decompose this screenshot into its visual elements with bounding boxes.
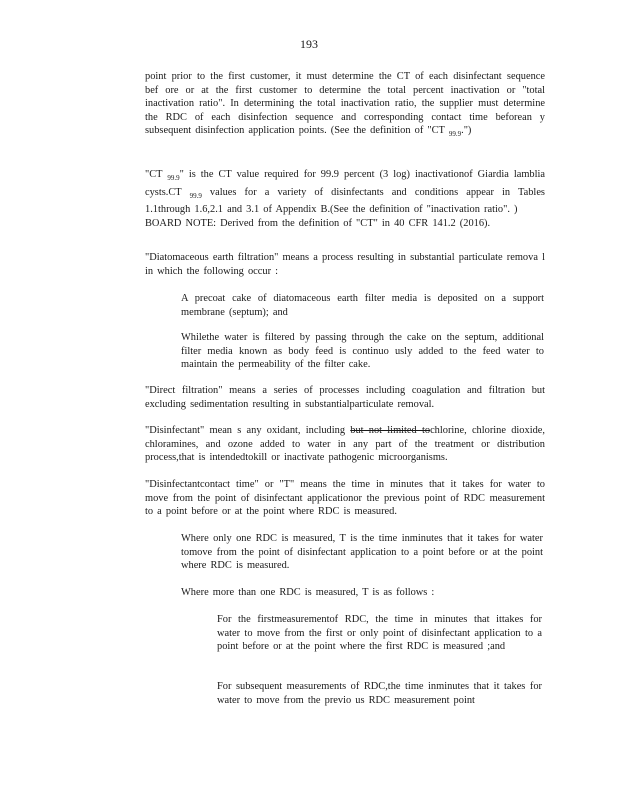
ct999-text-1: " is the CT value required for 99.9 percent (3 log) inactivationof Giardia lamblia cysts.CT [145,169,545,198]
paragraph-contact-time: "Disinfectantcontact time" or "T" means the time in minutes that it takes for water to move from the point of disinfectant applicationor the previous point of RDC measurement to a point before or at the point where RDC is measured. [145,479,545,518]
ct-continuation-text: point prior to the first customer, it must determine the CT of each disinfectant sequence bef ore or at the first customer to determine the total percent inactivation or "total inactivation ratio". In determining the total inactivation ratio, the supplier must determine the RDC of each disinfection sequence and corresponding contact time beforean y subsequent disinfection application points. (See the definition of "CT [145,71,545,137]
ct-subscript: 99.9 [448,130,462,139]
disinfectant-text-before: "Disinfectant" mean s any oxidant, including [145,425,346,436]
ct-continuation-tail: .") [461,125,472,137]
page-number: 193 [300,37,318,51]
struck-text: but not limited to [350,425,431,436]
paragraph-direct-filtration: "Direct filtration" means a series of processes including coagulation and filtration but excluding sedimentation resulting in substantialparticulate removal. [145,385,545,410]
contact-time-item-2: Where more than one RDC is measured, T is as follows : [181,587,435,598]
ct999-subscript-1: 99.9 [167,174,180,183]
paragraph-ct-continuation [145,70,545,142]
contact-time-item-1: Where only one RDC is measured, T is the time inminutes that it takes for water tomove from the point of disinfectant application to a point before or at the point where RDC is measured. [181,533,543,572]
ct999-subscript-2: 99.9 [189,191,202,200]
paragraph-diatomaceous: "Diatomaceous earth filtration" means a process resulting in substantial particulate remova l in which the following occur : [145,252,545,277]
diatomaceous-item-a: A precoat cake of diatomaceous earth filter media is deposited on a support membrane (septum); and [181,293,544,318]
paragraph-ct999-definition [145,168,545,231]
board-note: BOARD NOTE: Derived from the definition of "CT" in 40 CFR 141.2 (2016). [145,217,491,229]
ct999-lead: "CT [145,169,163,180]
paragraph-disinfectant [145,424,545,465]
ct999-text-2: values for a variety of disinfectants and conditions appear in Tables 1.1through 1.6,2.1 and 3.1 of Appendix B.(See the definition of "inactivation ratio". ) [145,186,545,216]
contact-time-subitem-a: For the firstmeasurementof RDC, the time in minutes that ittakes for water to move from the first or only point of disinfectant application to a point before or at the point where the first RDC is measured ;and [217,614,542,653]
diatomaceous-item-b: Whilethe water is filtered by passing through the cake on the septum, additional filter media known as body feed is continuo usly added to the feed water to maintain the permeability of the filter cake. [181,332,544,371]
disinfectant-text-after: chlorine, chlorine dioxide, chloramines, and ozone added to water in any part of the treatment or distribution process,that is intendedtokill or inactivate pathogenic microorganisms. [145,425,545,464]
contact-time-subitem-b: For subsequent measurements of RDC,the time inminutes that it takes for water to move from the previo us RDC measurement point [217,681,542,706]
